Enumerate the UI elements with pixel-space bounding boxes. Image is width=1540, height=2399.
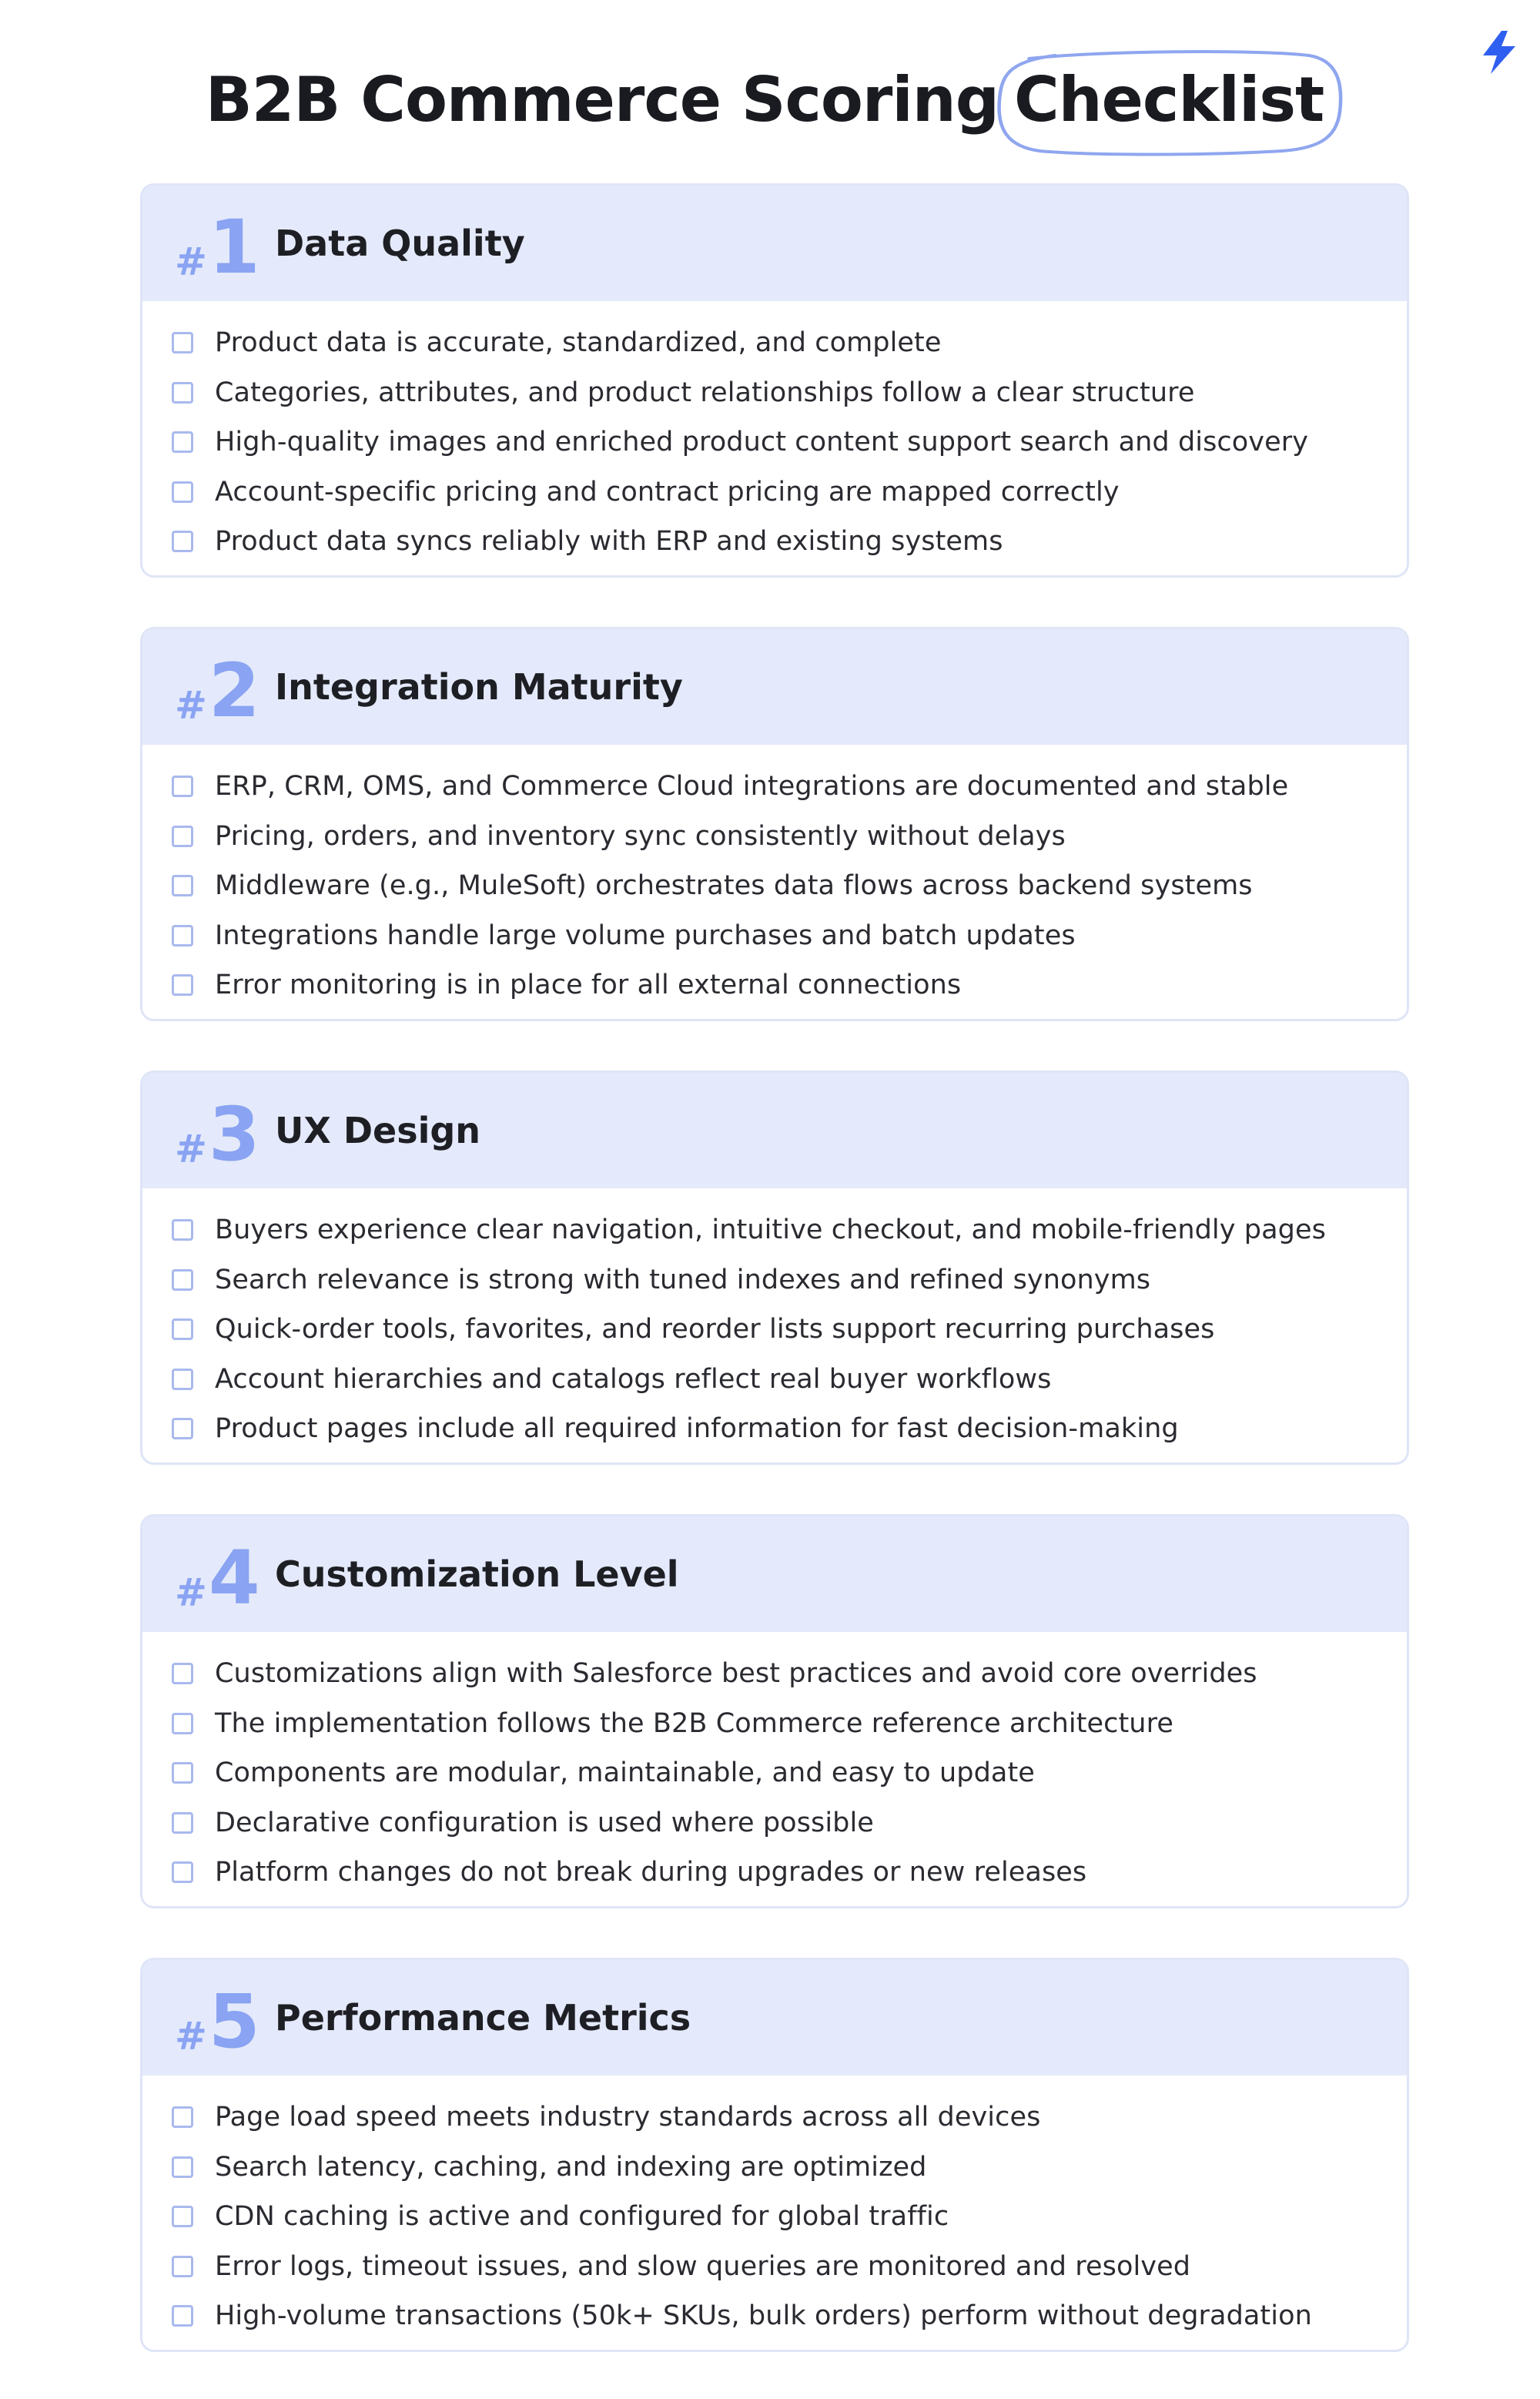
checklist-item-text: Categories, attributes, and product relationships follow a clear structure <box>215 377 1195 408</box>
checklist-item <box>142 762 1407 812</box>
checklist-item-text: Error logs, timeout issues, and slow queries are monitored and resolved <box>215 2250 1191 2282</box>
section-number <box>175 1979 259 2065</box>
checklist-item-text: Platform changes do not break during upgrades or new releases <box>215 1857 1087 1888</box>
checklist-item <box>142 417 1407 467</box>
checklist-item-text: ERP, CRM, OMS, and Commerce Cloud integrations are documented and stable <box>215 771 1289 802</box>
section-digit: 4 <box>208 1535 259 1621</box>
checkbox[interactable] <box>172 1269 193 1291</box>
section-title: Integration Maturity <box>275 666 683 708</box>
checklist-item <box>142 467 1407 518</box>
checklist-item <box>142 2192 1407 2242</box>
checklist-item-text: Pricing, orders, and inventory sync consistently without delays <box>215 820 1066 852</box>
checklist-item-text: Declarative configuration is used where possible <box>215 1807 874 1838</box>
checklist-item <box>142 318 1407 368</box>
highlight-outline <box>994 45 1344 156</box>
checklist-item-text: Quick-order tools, favorites, and reorder lists support recurring purchases <box>215 1314 1215 1345</box>
checkbox[interactable] <box>172 2305 193 2327</box>
section-ux-design <box>140 1071 1409 1465</box>
section-hash: # <box>175 2014 207 2059</box>
checklist-item <box>142 2143 1407 2193</box>
checklist-item <box>142 1355 1407 1405</box>
section-header <box>142 186 1407 301</box>
section-hash: # <box>175 1570 207 1615</box>
checkbox[interactable] <box>172 974 193 996</box>
checklist-item <box>142 1798 1407 1848</box>
title-highlight-text: Checklist <box>1013 64 1324 136</box>
title-highlight <box>1003 62 1334 139</box>
checklist-item-text: CDN caching is active and configured for global traffic <box>215 2201 949 2233</box>
section-digit: 3 <box>208 1091 259 1178</box>
checklist <box>142 745 1407 1010</box>
page-header <box>0 62 1540 139</box>
section-header <box>142 1960 1407 2076</box>
checklist-item-text: Account hierarchies and catalogs reflect real buyer workflows <box>215 1363 1052 1395</box>
checklist-item <box>142 1255 1407 1305</box>
checklist-item-text: Search relevance is strong with tuned indexes and refined synonyms <box>215 1264 1151 1295</box>
checklist-item-text: Components are modular, maintainable, and easy to update <box>215 1757 1035 1789</box>
checkbox[interactable] <box>172 1713 193 1734</box>
checklist-item <box>142 2092 1407 2143</box>
checkbox[interactable] <box>172 1762 193 1784</box>
checklist <box>142 1188 1407 1454</box>
checklist-item <box>142 1305 1407 1355</box>
checklist-item <box>142 2242 1407 2292</box>
checklist-item-text: Product pages include all required information for fast decision-making <box>215 1413 1179 1445</box>
checklist-item-text: Product data syncs reliably with ERP and existing systems <box>215 526 1003 558</box>
checkbox[interactable] <box>172 826 193 847</box>
checklist-item <box>142 368 1407 418</box>
section-performance-metrics <box>140 1958 1409 2352</box>
section-hash: # <box>175 683 207 728</box>
checklist-item <box>142 517 1407 567</box>
checklist <box>142 1632 1407 1898</box>
checklist-item-text: Product data is accurate, standardized, and complete <box>215 327 942 359</box>
checkbox[interactable] <box>172 1318 193 1340</box>
section-title: UX Design <box>275 1110 481 1151</box>
checkbox[interactable] <box>172 776 193 797</box>
title-main: B2B Commerce Scoring <box>205 64 999 136</box>
checkbox[interactable] <box>172 332 193 353</box>
section-hash: # <box>175 240 207 284</box>
checklist-item <box>142 1848 1407 1898</box>
section-number <box>175 648 259 734</box>
checklist-item-text: High-volume transactions (50k+ SKUs, bulk orders) perform without degradation <box>215 2300 1312 2332</box>
checkbox[interactable] <box>172 1861 193 1883</box>
section-hash: # <box>175 1127 207 1171</box>
checklist-item-text: Error monitoring is in place for all external connections <box>215 970 962 1001</box>
section-data-quality <box>140 183 1409 578</box>
section-number <box>175 204 259 290</box>
section-header <box>142 629 1407 745</box>
checkbox[interactable] <box>172 1812 193 1834</box>
checklist-item-text: Account-specific pricing and contract pricing are mapped correctly <box>215 476 1120 508</box>
checklist-item <box>142 1748 1407 1798</box>
page-title <box>206 62 1334 139</box>
checklist-item-text: The implementation follows the B2B Commerce reference architecture <box>215 1707 1173 1739</box>
checkbox[interactable] <box>172 1663 193 1684</box>
checklist-item <box>142 1404 1407 1454</box>
checklist-item <box>142 812 1407 862</box>
section-digit: 5 <box>208 1979 259 2065</box>
checkbox[interactable] <box>172 2256 193 2277</box>
checklist-item-text: High-quality images and enriched product content support search and discovery <box>215 427 1309 458</box>
checkbox[interactable] <box>172 481 193 503</box>
checkbox[interactable] <box>172 2106 193 2128</box>
checklist-item <box>142 861 1407 911</box>
checklist-item <box>142 911 1407 961</box>
checklist-item-text: Buyers experience clear navigation, intuitive checkout, and mobile-friendly pages <box>215 1215 1326 1246</box>
section-title: Data Quality <box>275 223 525 264</box>
checklist-item-text: Search latency, caching, and indexing are optimized <box>215 2151 927 2183</box>
checklist <box>142 2076 1407 2341</box>
section-title: Performance Metrics <box>275 1997 691 2039</box>
checklist-item <box>142 960 1407 1010</box>
section-digit: 1 <box>208 204 259 290</box>
checklist-item-text: Middleware (e.g., MuleSoft) orchestrates data flows across backend systems <box>215 870 1253 902</box>
section-customization-level <box>140 1514 1409 1908</box>
checklist-item <box>142 2291 1407 2341</box>
checkbox[interactable] <box>172 1219 193 1241</box>
checkbox[interactable] <box>172 875 193 896</box>
checklist-item-text: Customizations align with Salesforce best practices and avoid core overrides <box>215 1658 1257 1690</box>
section-header <box>142 1073 1407 1188</box>
checkbox[interactable] <box>172 531 193 552</box>
section-digit: 2 <box>208 648 259 734</box>
section-integration-maturity <box>140 627 1409 1021</box>
checklist-item <box>142 1649 1407 1699</box>
checkbox[interactable] <box>172 431 193 453</box>
checklist <box>142 301 1407 567</box>
checklist-item-text: Integrations handle large volume purchases and batch updates <box>215 920 1076 951</box>
section-number <box>175 1535 259 1621</box>
section-number <box>175 1091 259 1178</box>
checklist-item <box>142 1205 1407 1255</box>
section-header <box>142 1516 1407 1632</box>
checkbox[interactable] <box>172 382 193 404</box>
checklist-item <box>142 1699 1407 1749</box>
checkbox[interactable] <box>172 1418 193 1439</box>
checkbox[interactable] <box>172 1369 193 1390</box>
checkbox[interactable] <box>172 2156 193 2178</box>
checklist-item-text: Page load speed meets industry standards across all devices <box>215 2102 1041 2133</box>
checkbox[interactable] <box>172 925 193 947</box>
checkbox[interactable] <box>172 2206 193 2227</box>
section-title: Customization Level <box>275 1553 679 1595</box>
